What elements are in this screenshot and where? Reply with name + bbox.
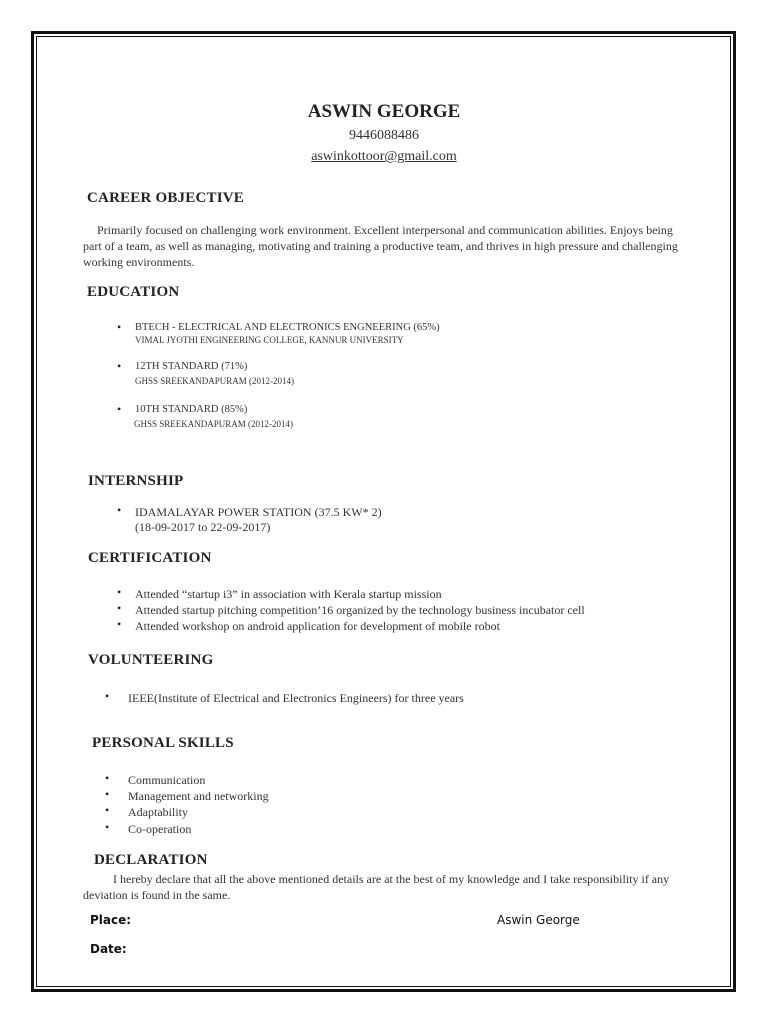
declaration-heading: DECLARATION [94, 852, 208, 868]
education-item-subtitle: GHSS SREEKANDAPURAM (2012-2014) [134, 419, 294, 429]
skill-item: Communication [128, 773, 206, 787]
internship-item-title: IDAMALAYAR POWER STATION (37.5 KW* 2) [135, 505, 382, 519]
skill-item: Co-operation [128, 822, 192, 836]
skill-item: Management and networking [128, 789, 269, 803]
career-objective-text: Primarily focused on challenging work environment. Excellent interpersonal and communication abilities. Enjoys being part of a team, as well as managing, motivating and training a productive team, and thrives in high pressure and challenging working environments. [83, 223, 678, 269]
date-label: Date: [90, 942, 127, 956]
career-objective-heading: CAREER OBJECTIVE [87, 190, 244, 206]
declaration-text: I hereby declare that all the above mentioned details are at the best of my knowledge and I take responsibility if any deviation is found in the same. [83, 872, 670, 902]
bullet-icon: • [105, 820, 110, 834]
education-item-subtitle: GHSS SREEKANDAPURAM (2012-2014) [135, 376, 295, 386]
education-item-title: 10TH STANDARD (85%) [135, 404, 248, 415]
signature-name: Aswin George [497, 913, 580, 927]
skill-item: Adaptability [128, 805, 188, 819]
bullet-icon: • [105, 803, 110, 817]
internship-heading: INTERNSHIP [88, 473, 184, 489]
education-item-subtitle: VIMAL JYOTHI ENGINEERING COLLEGE, KANNUR UNIVERSITY [135, 335, 404, 345]
bullet-icon: • [105, 787, 110, 801]
certification-item: Attended startup pitching competition’16 organized by the technology business incubator cell [135, 603, 585, 617]
bullet-icon: • [117, 402, 122, 416]
education-item-title: 12TH STANDARD (71%) [135, 361, 248, 372]
education-item-title: BTECH - ELECTRICAL AND ELECTRONICS ENGNEERING (65%) [135, 322, 440, 333]
bullet-icon: • [117, 320, 122, 334]
bullet-icon: • [105, 771, 110, 785]
internship-item-dates: (18-09-2017 to 22-09-2017) [135, 520, 271, 534]
place-label: Place: [90, 913, 132, 927]
volunteering-heading: VOLUNTEERING [88, 652, 214, 668]
phone-number: 9446088486 [349, 128, 419, 143]
personal-skills-heading: PERSONAL SKILLS [92, 735, 234, 751]
email-address [0, 149, 768, 165]
bullet-icon: • [105, 689, 110, 703]
bullet-icon: • [117, 585, 122, 599]
volunteering-item: IEEE(Institute of Electrical and Electronics Engineers) for three years [128, 691, 464, 705]
certification-heading: CERTIFICATION [88, 550, 212, 566]
email-link[interactable]: aswinkottoor@gmail.com [311, 149, 457, 164]
education-heading: EDUCATION [87, 284, 180, 300]
certification-item: Attended workshop on android application for development of mobile robot [135, 619, 500, 633]
bullet-icon: • [117, 617, 122, 631]
certification-item: Attended “startup i3” in association with Kerala startup mission [135, 587, 442, 601]
bullet-icon: • [117, 359, 122, 373]
bullet-icon: • [117, 503, 122, 517]
resume-name: ASWIN GEORGE [307, 101, 461, 122]
bullet-icon: • [117, 601, 122, 615]
